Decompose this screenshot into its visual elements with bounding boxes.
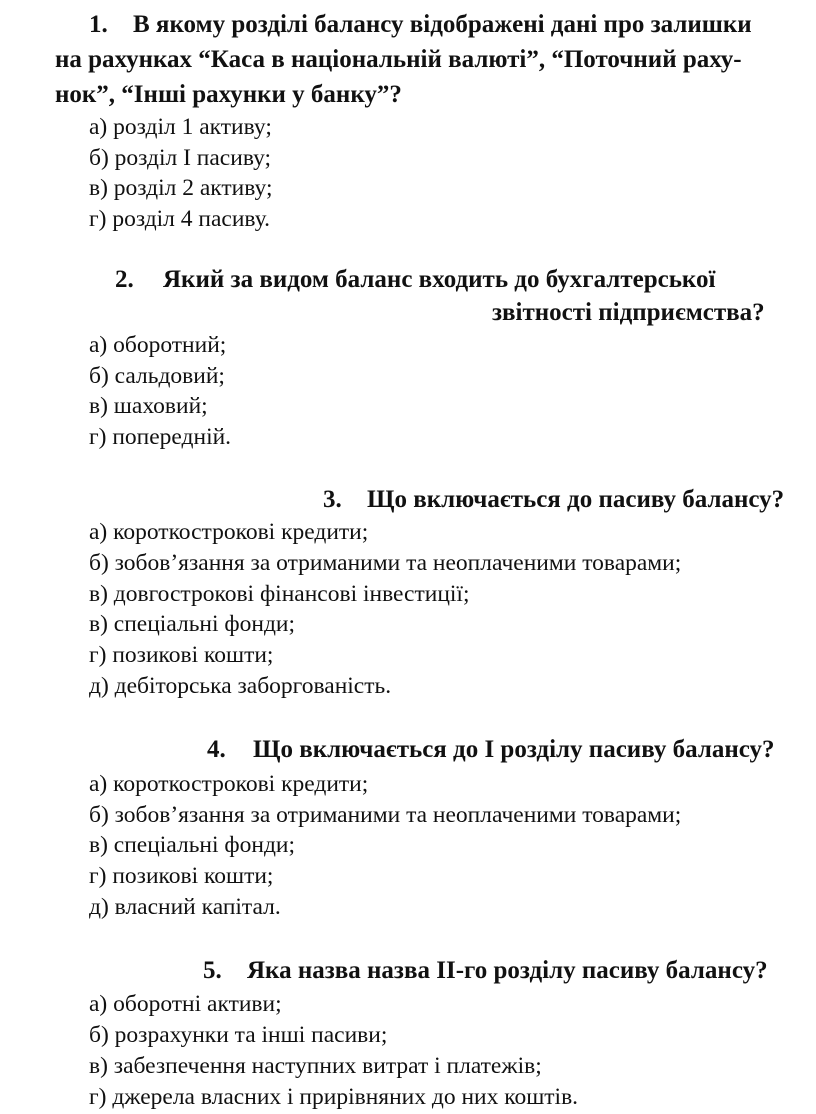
question-4-option-b: б) зобов’язання за отриманими та неоплаченими товарами; bbox=[89, 802, 682, 828]
question-2-number: 2. bbox=[115, 266, 134, 293]
question-3-option-e: г) позикові кошти; bbox=[89, 642, 274, 668]
question-3-option-f: д) дебіторська заборгованість. bbox=[89, 673, 392, 699]
question-3-option-b: б) зобов’язання за отриманими та неоплаченими товарами; bbox=[89, 550, 682, 576]
question-1-title-text: В якому розділі балансу відображені дані про залишки bbox=[133, 11, 752, 38]
question-4-option-a: а) короткострокові кредити; bbox=[89, 771, 369, 797]
question-2-option-c: в) шаховий; bbox=[89, 393, 208, 419]
question-4-title bbox=[207, 735, 775, 765]
question-1-option-c: в) розділ 2 активу; bbox=[89, 175, 273, 201]
question-3-title bbox=[323, 485, 784, 515]
question-5-option-b: б) розрахунки та інші пасиви; bbox=[89, 1022, 388, 1048]
question-5-title bbox=[203, 956, 768, 986]
question-2-option-d: г) попередній. bbox=[89, 424, 232, 450]
question-5-number: 5. bbox=[203, 957, 222, 984]
question-4-option-e: д) власний капітал. bbox=[89, 894, 281, 920]
question-2-title-line-2: звітності підприємства? bbox=[492, 299, 765, 326]
question-3-option-d: в) спеціальні фонди; bbox=[89, 611, 296, 637]
question-1-title-line-2: на рахунках “Каса в національній валюті”, “Поточний раху- bbox=[55, 46, 742, 73]
question-2-title-text: Який за видом баланс входить до бухгалтерської bbox=[163, 266, 716, 293]
question-5-title-text: Яка назва назва ІІ-го розділу пасиву балансу? bbox=[247, 957, 768, 984]
question-5-option-d: г) джерела власних і прирівняних до них коштів. bbox=[89, 1084, 579, 1110]
question-2-option-a: а) оборотний; bbox=[89, 332, 227, 358]
question-4-title-text: Що включається до І розділу пасиву балансу? bbox=[253, 736, 775, 763]
question-3-option-c: в) довгострокові фінансові інвестиції; bbox=[89, 581, 470, 607]
question-1-title-line-3: нок”, “Інші рахунки у банку”? bbox=[55, 81, 402, 108]
question-2-option-b: б) сальдовий; bbox=[89, 363, 225, 389]
question-4-option-c: в) спеціальні фонди; bbox=[89, 832, 296, 858]
question-5-option-a: а) оборотні активи; bbox=[89, 991, 282, 1017]
question-3-title-text: Що включається до пасиву балансу? bbox=[367, 486, 785, 513]
question-4-number: 4. bbox=[207, 736, 226, 763]
question-3-number: 3. bbox=[323, 486, 342, 513]
question-2-title-line-1 bbox=[115, 265, 715, 295]
question-1-number: 1. bbox=[89, 11, 108, 38]
question-3-option-a: а) короткострокові кредити; bbox=[89, 519, 369, 545]
question-1-option-b: б) розділ І пасиву; bbox=[89, 145, 272, 171]
question-1-option-d: г) розділ 4 пасиву. bbox=[89, 206, 270, 232]
question-5-option-c: в) забезпечення наступних витрат і платежів; bbox=[89, 1053, 542, 1079]
question-1-title-line-1 bbox=[89, 10, 752, 40]
question-4-option-d: г) позикові кошти; bbox=[89, 863, 274, 889]
question-1-option-a: а) розділ 1 активу; bbox=[89, 114, 272, 140]
